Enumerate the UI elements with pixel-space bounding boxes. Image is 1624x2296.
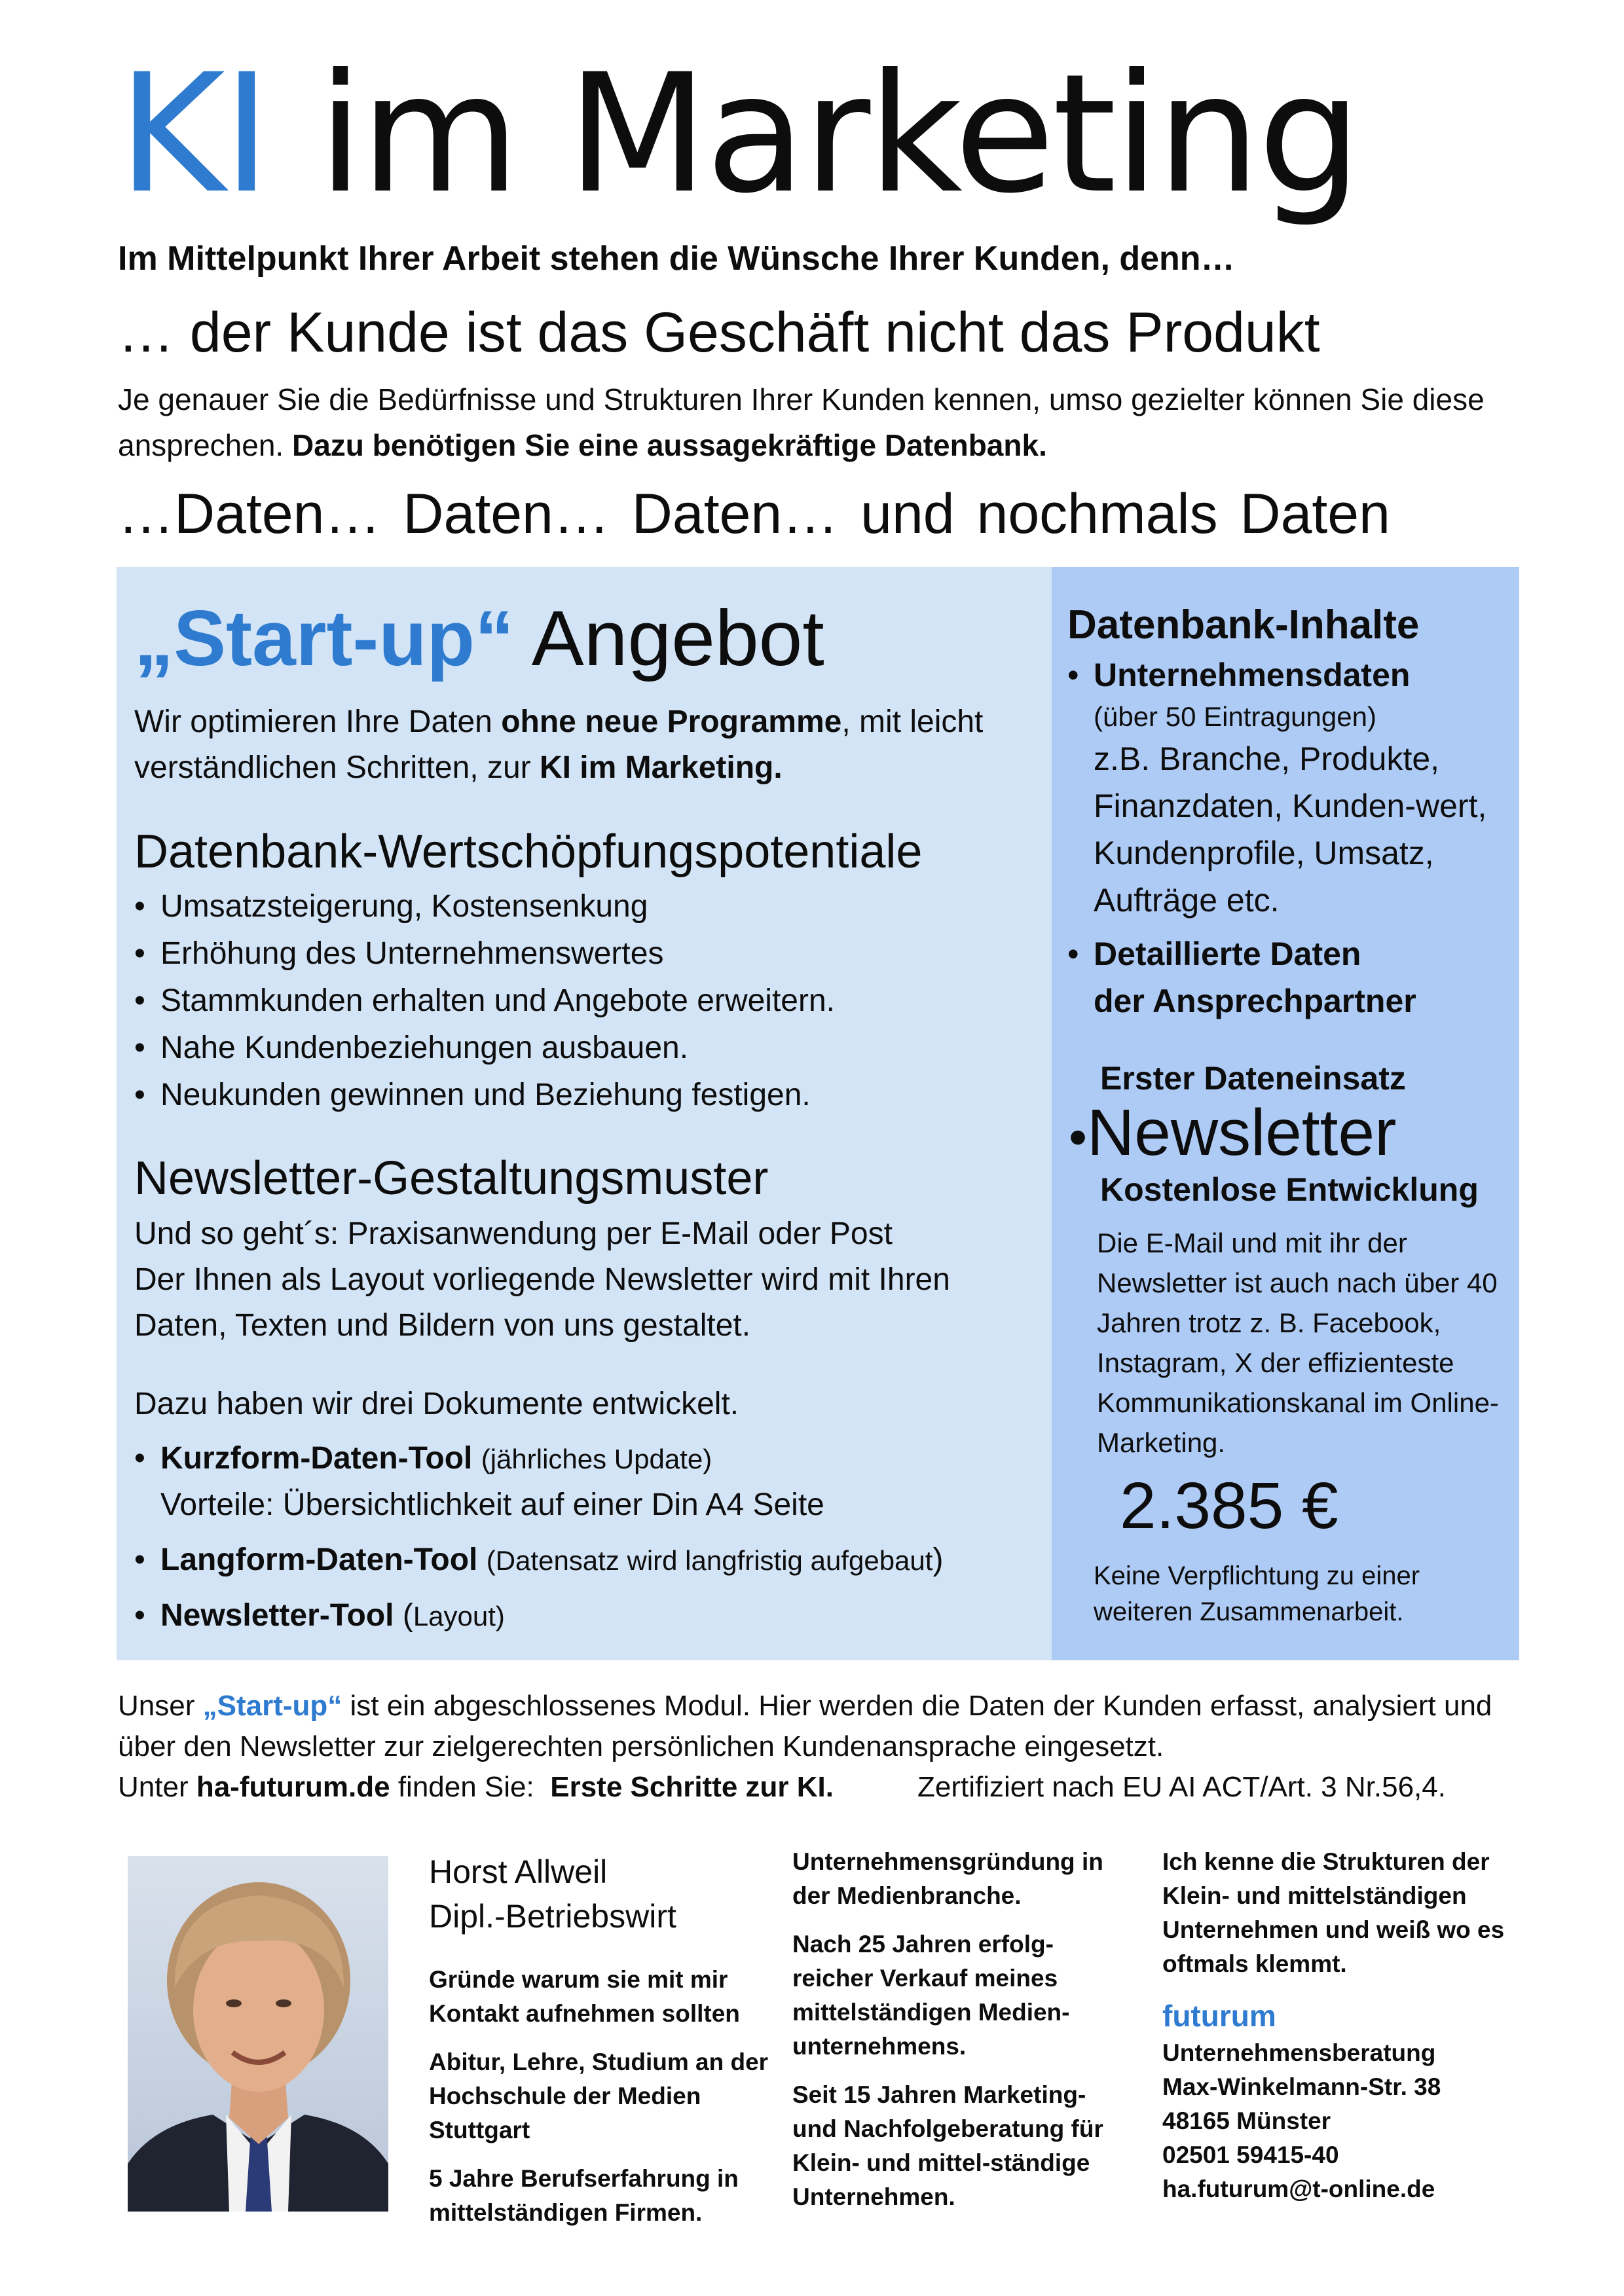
potentials-heading: Datenbank-Wertschöpfungspotentiale <box>134 826 923 878</box>
footer-column-contact <box>1162 1845 1516 2206</box>
offer-text <box>134 699 1038 791</box>
offer-text-bold: ohne neue Programme <box>501 704 842 739</box>
footer-paragraph: Unternehmensgründung in der Medienbranche. <box>792 1848 1103 1909</box>
city: 48165 Münster <box>1162 2107 1331 2134</box>
no-obligation-note: Keine Verpflichtung zu einer weiteren Zusammenarbeit. <box>1094 1561 1420 1626</box>
doc-sub: Vorteile: Übersichtlichkeit auf einer Din A4 Seite <box>160 1487 824 1522</box>
intro-paragraph <box>118 376 1532 468</box>
page-title <box>118 39 1359 229</box>
newsletter-word: Newsletter <box>1087 1096 1397 1169</box>
footer-column-reasons <box>429 1963 769 2244</box>
footer-paragraph: Gründe warum sie mit mir Kontakt aufnehmen sollten <box>429 1966 740 2027</box>
list-item: • Neukunden gewinnen und Beziehung festigen. <box>134 1072 1038 1119</box>
website-link[interactable]: ha-futurum.de <box>196 1771 390 1803</box>
db-item-text: z.B. Branche, Produkte, Finanzdaten, Kunden-wert, Kundenprofile, Umsatz, Aufträge etc. <box>1094 740 1487 919</box>
list-item <box>1067 651 1513 924</box>
list-item: • Erhöhung des Unternehmenswertes <box>134 930 1038 977</box>
headline-customer: … der Kunde ist das Geschäft nicht das Produkt <box>118 301 1320 364</box>
person-name: Horst Allweil <box>429 1853 608 1890</box>
firm-name: futurum <box>1162 1999 1276 2033</box>
docs-intro: Dazu haben wir drei Dokumente entwickelt. <box>134 1387 739 1421</box>
list-item: • Umsatzsteigerung, Kostensenkung <box>134 883 1038 930</box>
person-degree: Dipl.-Betriebswirt <box>429 1898 676 1935</box>
database-list <box>1067 651 1513 1031</box>
newsletter-heading: Newsletter-Gestaltungsmuster <box>134 1152 769 1205</box>
module-first-steps: Erste Schritte zur KI. <box>550 1771 834 1803</box>
doc-name: Newsletter-Tool <box>160 1598 394 1633</box>
newsletter-highlight <box>1069 1093 1396 1176</box>
phone-number: 02501 59415-40 <box>1162 2141 1339 2168</box>
docs-list <box>134 1436 1044 1649</box>
offer-text-part: Wir optimieren Ihre Daten <box>134 704 492 739</box>
doc-note: (jährliches Update) <box>481 1444 712 1474</box>
subtitle: Im Mittelpunkt Ihrer Arbeit stehen die Wünsche Ihrer Kunden, denn… <box>118 240 1235 278</box>
intro-text: Je genauer Sie die Bedürfnisse und Strukturen Ihrer Kunden kennen, umso gezielter können Sie diese ansprechen. <box>118 382 1485 462</box>
footer-paragraph: Ich kenne die Strukturen der Klein- und mittelständigen Unternehmen und weiß wo es oftmals klemmt. <box>1162 1848 1505 1977</box>
list-item: • Nahe Kundenbeziehungen ausbauen. <box>134 1025 1038 1072</box>
db-item-note: (über 50 Eintragungen) <box>1094 701 1376 732</box>
doc-name: Langform-Daten-Tool <box>160 1542 478 1577</box>
module-last-line <box>118 1767 1532 1808</box>
list-item <box>1067 930 1513 1025</box>
database-heading: Datenbank-Inhalte <box>1067 602 1420 647</box>
newsletter-description: Die E-Mail und mit ihr der Newsletter ist auch nach über 40 Jahren trotz z. B. Facebook, Instagram, X der effizienteste Kommunikationskanal im Online-Marketing. <box>1097 1228 1499 1458</box>
footer-paragraph: Nach 25 Jahren erfolg-reicher Verkauf meines mittelständigen Medien-unternehmens. <box>792 1931 1070 2060</box>
portrait-illustration <box>128 1856 388 2212</box>
newsletter-text <box>134 1211 1038 1349</box>
footer-paragraph: 5 Jahre Berufserfahrung in mittelständigen Firmen. <box>429 2165 739 2226</box>
intro-bold: Dazu benötigen Sie eine aussagekräftige Datenbank. <box>291 428 1047 462</box>
doc-note-open: ( <box>402 1598 413 1633</box>
doc-name: Kurzform-Daten-Tool <box>160 1441 473 1476</box>
startup-quoted: „Start-up“ <box>134 594 514 682</box>
module-startup: „Start-up“ <box>202 1690 342 1722</box>
db-item-title: Detaillierte Daten <box>1094 936 1361 972</box>
db-item-title: Unternehmensdaten <box>1094 657 1411 693</box>
list-item <box>134 1593 1044 1639</box>
footer-paragraph: Abitur, Lehre, Studium an der Hochschule der Medien Stuttgart <box>429 2049 769 2143</box>
headline-data: …Daten… Daten… Daten… und nochmals Daten <box>118 483 1390 545</box>
module-under: Unter <box>118 1771 189 1803</box>
newsletter-bullet: • <box>1069 1108 1088 1166</box>
portrait-photo <box>128 1856 388 2212</box>
newsletter-line: Der Ihnen als Layout vorliegende Newsletter wird mit Ihren Daten, Texten und Bildern von uns gestaltet. <box>134 1262 950 1343</box>
doc-note: Layout) <box>413 1601 505 1631</box>
potentials-list <box>134 883 1038 1119</box>
free-development-label: Kostenlose Entwicklung <box>1100 1171 1479 1208</box>
price: 2.385 € <box>1120 1469 1338 1542</box>
offer-word: Angebot <box>531 594 824 682</box>
offer-text-bold: KI im Marketing. <box>539 750 783 785</box>
module-text: ist ein abgeschlossenes Modul. Hier werden die Daten der Kunden erfasst, analysiert und über den Newsletter zur zielgerechten persönlichen Kundenansprache eingesetzt. <box>118 1690 1492 1762</box>
title-highlight: KI <box>118 39 268 229</box>
title-rest: im Marketing <box>318 39 1359 229</box>
list-item: • Stammkunden erhalten und Angebote erweitern. <box>134 977 1038 1025</box>
first-use-label: Erster Dateneinsatz <box>1100 1060 1406 1097</box>
offer-text-part: , mit leicht verständlichen Schritten, zur <box>134 704 984 785</box>
email-address[interactable]: ha.futurum@t-online.de <box>1162 2176 1435 2202</box>
certification-note: Zertifiziert nach EU AI ACT/Art. 3 Nr.56,4. <box>917 1771 1446 1803</box>
doc-note-close: ) <box>932 1542 944 1577</box>
footer-column-history <box>792 1845 1133 2229</box>
module-find: finden Sie: <box>397 1771 534 1803</box>
firm-type: Unternehmensberatung <box>1162 2039 1436 2066</box>
street-address: Max-Winkelmann-Str. 38 <box>1162 2073 1441 2100</box>
list-item <box>134 1436 1044 1528</box>
module-lead: Unser <box>118 1690 195 1722</box>
footer-paragraph: Seit 15 Jahren Marketing- und Nachfolgeberatung für Klein- und mittel-ständige Unternehmen. <box>792 2081 1103 2210</box>
newsletter-line: Und so geht´s: Praxisanwendung per E-Mail oder Post <box>134 1216 893 1251</box>
doc-note: (Datensatz wird langfristig aufgebaut <box>486 1545 933 1576</box>
startup-offer-title <box>134 592 824 684</box>
db-item-title: der Ansprechpartner <box>1094 983 1416 1019</box>
list-item <box>134 1537 1044 1584</box>
module-description <box>118 1686 1532 1808</box>
